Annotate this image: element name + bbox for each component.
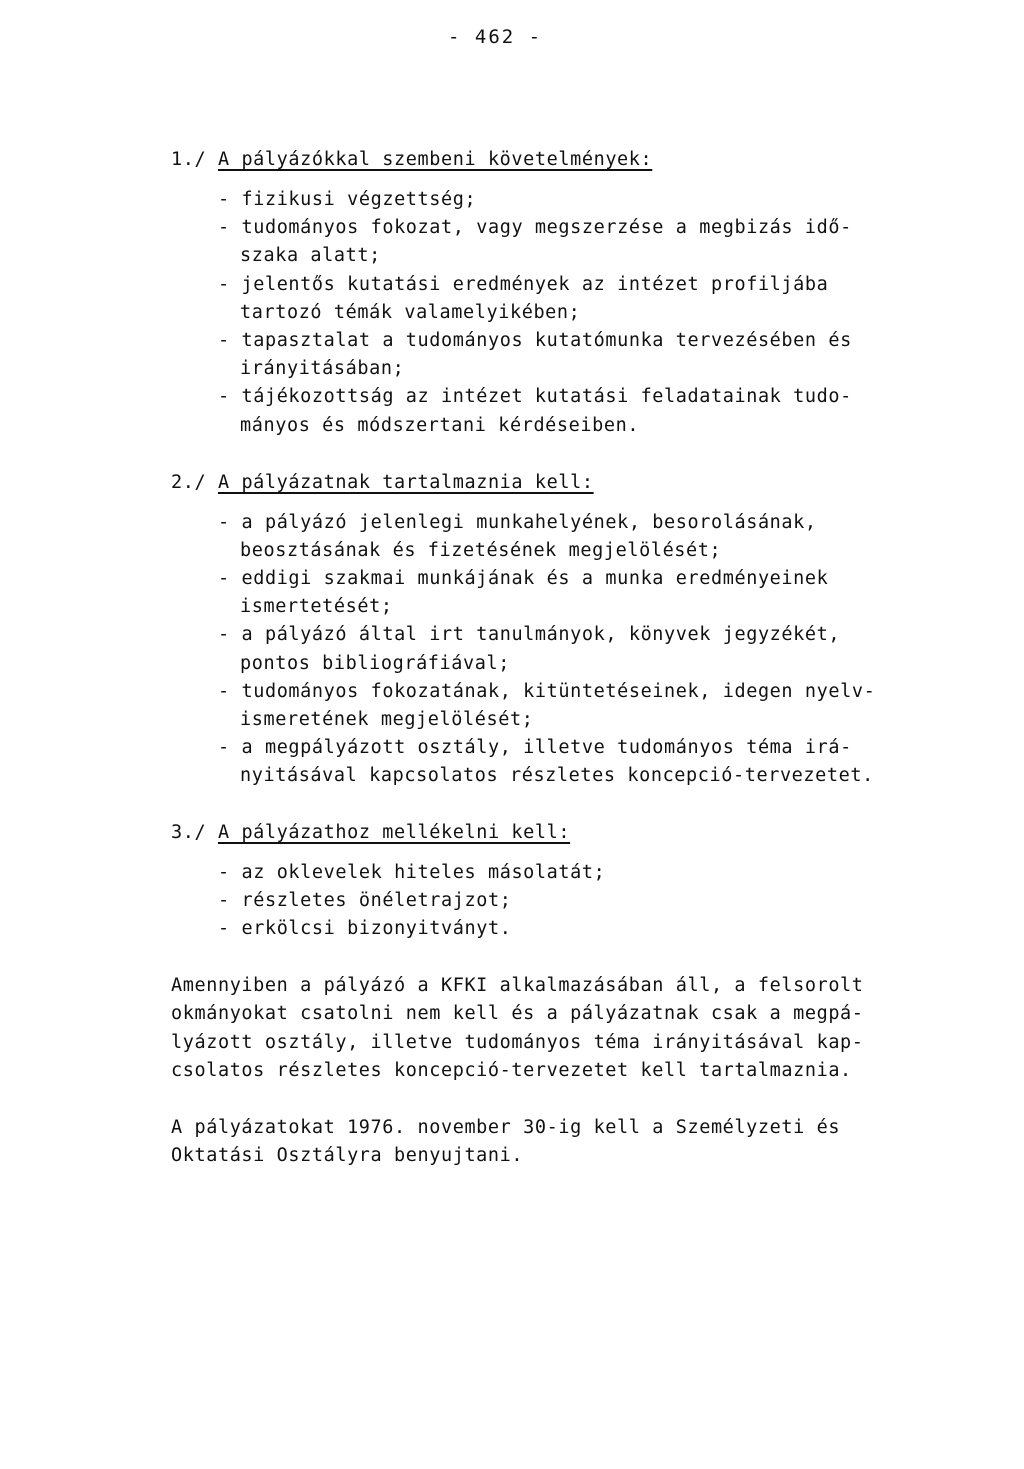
list-item: - erkölcsi bizonyitványt. [218, 918, 512, 939]
paragraph-line: Amennyiben a pályázó a KFKI alkalmazásában áll, a felsorolt [171, 975, 864, 996]
paragraph-line: A pályázatokat 1976. november 30-ig kell a Személyzeti és [171, 1117, 841, 1138]
list-item: - eddigi szakmai munkájának és a munka eredményeinek [218, 568, 829, 589]
list-item-continuation: pontos bibliográfiával; [240, 653, 510, 674]
paragraph-line: Oktatási Osztályra benyujtani. [171, 1145, 524, 1166]
section-1-title: A pályázókkal szembeni követelmények: [217, 149, 653, 170]
list-item: - tudományos fokozat, vagy megszerzése a megbizás idő- [218, 217, 852, 238]
section-1-number: 1./ [171, 149, 207, 170]
list-item-continuation: tartozó témák valamelyikében; [240, 302, 581, 323]
section-2-title: A pályázatnak tartalmaznia kell: [217, 472, 594, 493]
list-item: - tájékozottság az intézet kutatási feladatainak tudo- [218, 386, 852, 407]
list-item: - a pályázó által irt tanulmányok, könyvek jegyzékét, [218, 624, 841, 645]
list-item: - tapasztalat a tudományos kutatómunka tervezésében és [218, 330, 852, 351]
list-item-continuation: ismertetését; [240, 596, 393, 617]
list-item: - részletes önéletrajzot; [218, 890, 512, 911]
list-item-continuation: mányos és módszertani kérdéseiben. [240, 415, 640, 436]
page-number: - 462 - [448, 26, 543, 48]
list-item: - a megpályázott osztály, illetve tudományos téma irá- [218, 737, 852, 758]
list-item: - az oklevelek hiteles másolatát; [218, 862, 606, 883]
list-item-continuation: nyitásával kapcsolatos részletes koncepció-tervezetet. [240, 765, 874, 786]
section-3-title: A pályázathoz mellékelni kell: [217, 822, 571, 843]
list-item-continuation: ismeretének megjelölését; [240, 709, 534, 730]
list-item: - fizikusi végzettség; [218, 189, 477, 210]
section-2-heading [171, 471, 594, 495]
list-item: - jelentős kutatási eredmények az intézet profiljába [218, 274, 829, 295]
section-3-number: 3./ [171, 822, 207, 843]
paragraph-line: lyázott osztály, illetve tudományos téma irányitásával kap- [171, 1032, 864, 1053]
list-item-continuation: beosztásának és fizetésének megjelölését; [240, 540, 722, 561]
list-item: - a pályázó jelenlegi munkahelyének, besorolásának, [218, 512, 817, 533]
section-1-heading [171, 148, 652, 172]
list-item-continuation: irányitásában; [240, 358, 405, 379]
section-3-heading [171, 821, 570, 845]
paragraph-line: okmányokat csatolni nem kell és a pályázatnak csak a megpá- [171, 1003, 864, 1024]
list-item-continuation: szaka alatt; [240, 245, 381, 266]
paragraph-line: csolatos részletes koncepció-tervezetet kell tartalmaznia. [171, 1060, 852, 1081]
section-2-number: 2./ [171, 472, 207, 493]
list-item: - tudományos fokozatának, kitüntetéseinek, idegen nyelv- [218, 681, 876, 702]
